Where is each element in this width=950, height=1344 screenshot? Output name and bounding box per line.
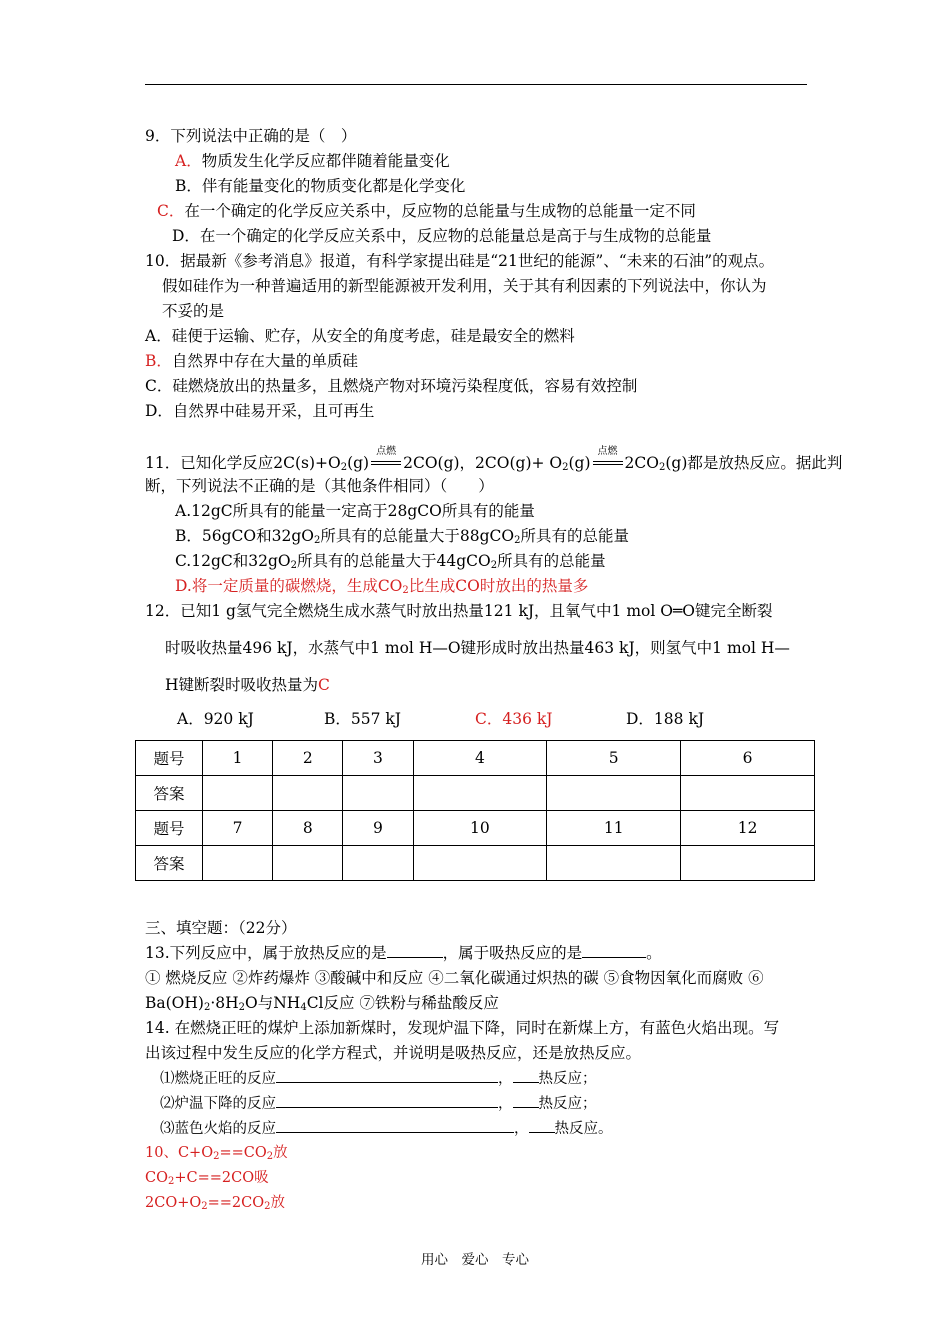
q14-line-1: 14. 在燃烧正旺的煤炉上添加新煤时，发现炉温下降，同时在新煤上方，有蓝色火焰出现。写: [145, 1019, 780, 1037]
answer-cell[interactable]: [547, 846, 681, 881]
table-row: [136, 776, 815, 811]
q11-eq1-rhs: 2CO(g)，2CO(g)+ O: [403, 454, 563, 472]
q10-option-d: D．自然界中硅易开采，且可再生: [145, 402, 375, 420]
q11-option-c: [175, 551, 606, 571]
q11-option-d-part: 将一定质量的碳燃烧，生成CO: [191, 577, 403, 595]
q10-option-b: [145, 351, 358, 371]
q11-option-c-part: C.12gC和32gO: [175, 552, 291, 570]
q11-option-b-part: 所具有的总能量大于88gCO: [320, 527, 515, 545]
q11-option-a: A.12gC所具有的能量一定高于28gCO所具有的能量: [175, 502, 535, 520]
q14-comma: ，: [498, 1096, 513, 1112]
q10-option-b-letter: B．: [145, 352, 172, 370]
q12-line-3-text: H键断裂时吸收热量为: [165, 676, 319, 694]
subscript: 2: [203, 1002, 211, 1013]
q14-blank-equation[interactable]: [276, 1068, 498, 1083]
table-row: [136, 811, 815, 846]
subscript: 2: [340, 462, 348, 473]
answer-key-part: ==CO: [219, 1145, 267, 1161]
q11-line-1-tail: (g)都是放热反应。据此判: [665, 454, 843, 472]
q9-option-c-letter: C．: [157, 202, 185, 220]
q11-option-d-part: 比生成CO时放出的热量多: [408, 577, 589, 595]
q11-option-d: [175, 576, 588, 596]
subscript: 2: [167, 1176, 175, 1187]
q11-line-2: 断，下列说法不正确的是（其他条件相同）（ ）: [145, 477, 494, 495]
arrow-bar: [593, 461, 623, 462]
answer-key-part: 10、C+O: [145, 1145, 214, 1161]
answer-cell[interactable]: [547, 776, 681, 811]
table-cell: 3: [343, 741, 413, 776]
answer-cell[interactable]: [413, 846, 547, 881]
arrow-bar: [371, 461, 401, 462]
q12-line-2: 时吸收热量496 kJ，水蒸气中1 mol H—O键形成时放出热量463 kJ，则氢气中1 mol H—: [165, 639, 790, 657]
answer-cell[interactable]: [681, 846, 815, 881]
q9-option-a-text: 物质发生化学反应都伴随着能量变化: [201, 152, 450, 170]
q13-line-1: [145, 943, 662, 963]
answer-cell[interactable]: [413, 776, 547, 811]
subscript: 2: [213, 1151, 220, 1162]
header-rule: [145, 84, 807, 85]
answer-key-part: +C==2CO吸: [174, 1170, 269, 1186]
answer-key-part: 放: [273, 1145, 288, 1161]
q14-tail: 热反应；: [538, 1071, 597, 1087]
table-header-cell: 答案: [136, 776, 203, 811]
subscript: 2: [264, 1201, 271, 1212]
table-cell: 11: [547, 811, 681, 846]
q13-formula-part: ·8H: [210, 994, 239, 1012]
q11-line-1: [145, 446, 843, 473]
q14-line-2: 出该过程中发生反应的化学方程式，并说明是吸热反应，还是放热反应。: [145, 1044, 642, 1062]
q14-blank-type[interactable]: [513, 1068, 539, 1083]
subscript: 2: [266, 1151, 274, 1162]
q11-option-b-part: 所具有的总能量: [520, 527, 629, 545]
answer-cell[interactable]: [343, 846, 413, 881]
q14-tail: 热反应；: [538, 1096, 597, 1112]
section-3-title: 三、填空题：（22分）: [145, 919, 297, 937]
answer-key-part: 2CO+O: [145, 1195, 202, 1211]
q11-eq2-rhs: 2CO: [624, 454, 659, 472]
subscript: 2: [562, 462, 569, 473]
q14-comma: ，: [514, 1121, 529, 1137]
q11-option-b-part: B．56gCO和32gO: [175, 527, 314, 545]
q12-option-b: B．557 kJ: [324, 710, 402, 728]
subscript: 2: [313, 535, 321, 546]
subscript: 2: [402, 585, 409, 596]
table-cell: 6: [681, 741, 815, 776]
q11-option-b: [175, 526, 629, 546]
q9-option-d: D．在一个确定的化学反应关系中，反应物的总能量总是高于与生成物的总能量: [172, 227, 712, 245]
q9-option-c-text: 在一个确定的化学反应关系中，反应物的总能量与生成物的总能量一定不同: [184, 202, 696, 220]
q13-formula-part: Cl反应 ⑦铁粉与稀盐酸反应: [306, 994, 499, 1012]
table-header-cell: 题号: [136, 811, 203, 846]
reaction-arrow: [593, 446, 623, 469]
q14-item-3: [160, 1118, 613, 1139]
answer-key-line-2: [145, 1168, 269, 1188]
answer-key-line-1: [145, 1143, 288, 1163]
q10-line-1: 10．据最新《参考消息》报道，有科学家提出硅是“21世纪的能源”、“未来的石油”的观点。: [145, 252, 775, 270]
table-header-cell: 答案: [136, 846, 203, 881]
q11-option-d-letter: D.: [175, 577, 192, 595]
q9-option-a-letter: A．: [175, 152, 202, 170]
q13-formula-part: Ba(OH): [145, 994, 204, 1012]
q14-blank-type[interactable]: [513, 1093, 539, 1108]
table-cell: 2: [273, 741, 343, 776]
q12-line-1: 12．已知1 g氢气完全燃烧生成水蒸气时放出热量121 kJ，且氧气中1 mol O═O键完全断裂: [145, 602, 773, 620]
q10-option-c: C．硅燃烧放出的热量多，且燃烧产物对环境污染程度低，容易有效控制: [145, 377, 638, 395]
q13-text: 13.下列反应中，属于放热反应的是: [145, 944, 387, 962]
q11-option-c-part: 所具有的总能量大于44gCO: [296, 552, 491, 570]
q11-option-c-part: 所具有的总能量: [497, 552, 606, 570]
q12-option-d: D．188 kJ: [626, 710, 705, 728]
table-cell: 1: [203, 741, 273, 776]
answer-key-part: ==2CO: [207, 1195, 265, 1211]
answer-key-line-3: [145, 1193, 285, 1213]
q13-text: 。: [646, 944, 662, 962]
subscript: 2: [514, 535, 521, 546]
q14-tail: 热反应。: [554, 1121, 613, 1137]
q14-blank-equation[interactable]: [276, 1118, 514, 1133]
q10-line-3: 不妥的是: [162, 302, 225, 320]
subscript: 4: [300, 1002, 307, 1013]
subscript: 2: [490, 560, 498, 571]
table-cell: 12: [681, 811, 815, 846]
q14-item-label: ⑴燃烧正旺的反应: [160, 1071, 276, 1087]
answer-cell[interactable]: [343, 776, 413, 811]
answer-table: [135, 740, 815, 881]
answer-key-part: CO: [145, 1170, 168, 1186]
q14-item-label: ⑵炉温下降的反应: [160, 1096, 276, 1112]
q14-item-label: ⑶蓝色火焰的反应: [160, 1121, 276, 1137]
q10-option-b-text: 自然界中存在大量的单质硅: [171, 352, 358, 370]
table-cell: 8: [273, 811, 343, 846]
q14-blank-equation[interactable]: [276, 1093, 498, 1108]
reaction-arrow: [371, 446, 401, 469]
answer-cell[interactable]: [203, 846, 273, 881]
arrow-bar: [593, 464, 623, 465]
q12-option-a: A．920 kJ: [177, 710, 254, 728]
q9-option-b: B．伴有能量变化的物质变化都是化学变化: [175, 177, 466, 195]
subscript: 2: [658, 462, 666, 473]
q12-line-3: [165, 675, 330, 695]
q11-eq2-state: (g): [568, 454, 591, 472]
table-cell: 10: [413, 811, 547, 846]
q9-stem: 9．下列说法中正确的是（ ）: [145, 127, 357, 145]
q14-item-1: [160, 1068, 597, 1089]
q14-blank-type[interactable]: [529, 1118, 555, 1133]
q13-blank-endothermic[interactable]: [582, 943, 646, 958]
subscript: 2: [201, 1201, 208, 1212]
reaction-condition: 点燃: [376, 446, 397, 457]
table-header-cell: 题号: [136, 741, 203, 776]
q14-comma: ，: [498, 1071, 513, 1087]
q9-option-c: [157, 201, 696, 221]
table-cell: 7: [203, 811, 273, 846]
table-row: [136, 846, 815, 881]
subscript: 2: [238, 1002, 246, 1013]
q13-text: ，属于吸热反应的是: [442, 944, 583, 962]
table-cell: 4: [413, 741, 547, 776]
q13-line-3: [145, 993, 499, 1013]
answer-cell[interactable]: [681, 776, 815, 811]
page-footer: 用心 爱心 专心: [421, 1252, 529, 1268]
subscript: 2: [290, 560, 297, 571]
q12-answer: C: [318, 676, 330, 694]
table-row: [136, 741, 815, 776]
q9-option-a: [175, 151, 450, 171]
answer-key-part: 放: [270, 1195, 286, 1211]
q11-eq1-lhs: 11．已知化学反应2C(s)+O: [145, 454, 341, 472]
q10-line-2: 假如硅作为一种普遍适用的新型能源被开发利用，关于其有利因素的下列说法中，你认为: [162, 277, 767, 295]
q14-item-2: [160, 1093, 597, 1114]
answer-cell[interactable]: [273, 776, 343, 811]
answer-cell[interactable]: [273, 846, 343, 881]
q10-option-a: A．硅便于运输、贮存，从安全的角度考虑，硅是最安全的燃料: [145, 327, 575, 345]
q11-eq1-state: (g): [347, 454, 370, 472]
answer-cell[interactable]: [203, 776, 273, 811]
table-cell: 5: [547, 741, 681, 776]
reaction-condition: 点燃: [597, 446, 618, 457]
table-cell: 9: [343, 811, 413, 846]
arrow-bar: [371, 464, 401, 465]
q13-items: ① 燃烧反应 ②炸药爆炸 ③酸碱中和反应 ④二氧化碳通过炽热的碳 ⑤食物因氧化而腐败 ⑥: [145, 969, 764, 987]
q13-formula-part: O与NH: [245, 994, 301, 1012]
q13-blank-exothermic[interactable]: [387, 943, 443, 958]
q12-option-c: C．436 kJ: [475, 710, 553, 728]
